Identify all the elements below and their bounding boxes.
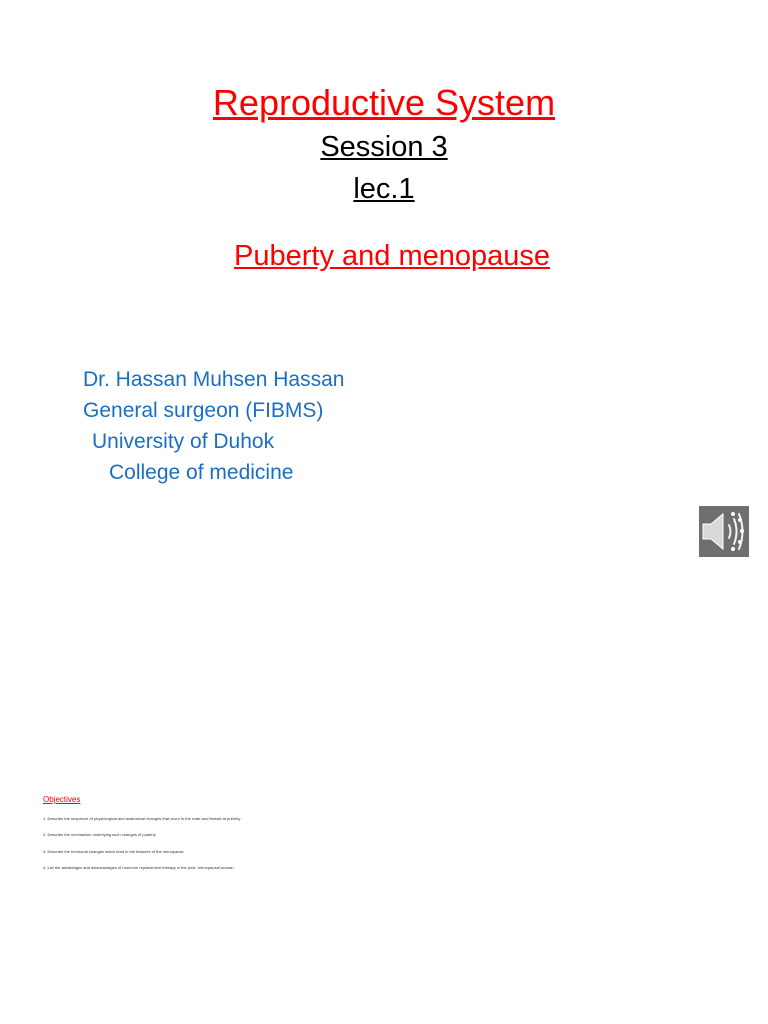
topic-title: Puberty and menopause	[234, 240, 550, 272]
author-college: College of medicine	[109, 461, 294, 484]
objective-item: 3. Describe the hormonal changes which lead to the features of the menopause	[43, 849, 184, 854]
session-label: Session 3	[320, 131, 448, 163]
speaker-icon	[699, 506, 749, 557]
objective-item: 2. Describe the mechanism underlying such changes of puberty	[43, 832, 156, 837]
objective-item: 4. List the advantages and disadvantages of hormone replacement therapy in the post- menopausal woman	[43, 865, 234, 870]
objective-item: 1. Describe the sequence of physiological and anatomical changes that occur in the male and female at puberty	[43, 816, 241, 821]
lecture-label: lec.1	[353, 173, 415, 205]
slide-title: Reproductive System	[212, 82, 556, 123]
objectives-heading: Objectives	[43, 795, 81, 804]
audio-button[interactable]	[699, 506, 749, 557]
author-university: University of Duhok	[92, 430, 275, 453]
author-role: General surgeon (FIBMS)	[83, 399, 324, 422]
author-name: Dr. Hassan Muhsen Hassan	[83, 368, 345, 391]
